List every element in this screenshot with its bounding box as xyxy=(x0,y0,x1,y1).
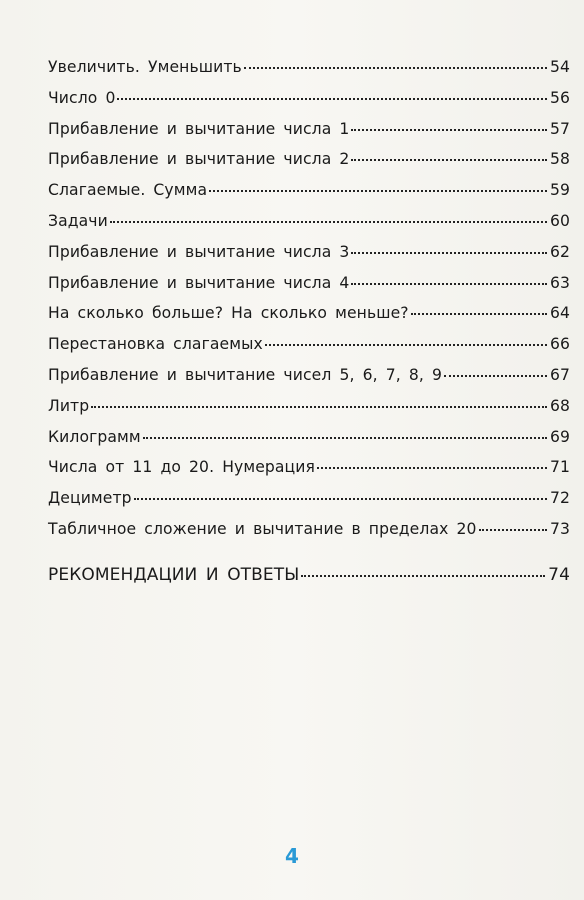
dot-leader xyxy=(110,221,547,223)
toc-entry-title: Прибавление и вычитание числа 4 xyxy=(48,273,350,292)
dot-leader xyxy=(209,190,547,192)
toc-entry-title: Прибавление и вычитание числа 1 xyxy=(48,119,350,138)
toc-entry xyxy=(48,58,570,89)
dot-leader xyxy=(351,159,547,161)
toc-entry-title: Литр xyxy=(48,396,90,415)
toc-entry-title: Прибавление и вычитание чисел 5, 6, 7, 8, 9 xyxy=(48,365,443,384)
toc-entry-page: 73 xyxy=(549,519,570,538)
toc-entry-page: 54 xyxy=(549,58,570,76)
toc-entry xyxy=(48,120,570,151)
toc-entry-page: 72 xyxy=(549,489,570,508)
toc-entry-page: 68 xyxy=(549,396,570,415)
toc-entry-title: Перестановка слагаемых xyxy=(48,335,263,354)
dot-leader xyxy=(117,98,546,100)
toc-entry xyxy=(48,212,570,243)
dot-leader xyxy=(317,467,547,469)
toc-entry xyxy=(48,520,570,551)
dot-leader xyxy=(351,252,547,254)
dot-leader xyxy=(244,67,547,69)
page-number: 4 xyxy=(285,844,299,868)
table-of-contents xyxy=(48,58,570,599)
toc-entry xyxy=(48,274,570,305)
toc-entry-title: Прибавление и вычитание числа 3 xyxy=(48,242,350,261)
toc-entry-page: 56 xyxy=(549,88,570,107)
toc-entry-page: 62 xyxy=(549,242,570,261)
toc-entry-page: 64 xyxy=(549,304,570,323)
toc-section-entry xyxy=(48,565,570,599)
dot-leader xyxy=(444,375,547,377)
toc-entry-page: 63 xyxy=(549,273,570,292)
toc-entry-page: 60 xyxy=(549,211,570,230)
toc-entry xyxy=(48,397,570,428)
toc-entry-title: На сколько больше? На сколько меньше? xyxy=(48,304,409,323)
dot-leader xyxy=(479,529,547,531)
toc-entry-page: 58 xyxy=(549,150,570,169)
toc-entry xyxy=(48,428,570,459)
dot-leader xyxy=(351,129,547,131)
toc-entry xyxy=(48,181,570,212)
toc-entry xyxy=(48,243,570,274)
toc-entry-title: Килограмм xyxy=(48,427,141,446)
toc-entry-page: 59 xyxy=(549,181,570,200)
dot-leader xyxy=(301,575,545,577)
toc-entry-title: Прибавление и вычитание числа 2 xyxy=(48,150,350,169)
toc-section-title: РЕКОМЕНДАЦИИ И ОТВЕТЫ xyxy=(48,564,300,585)
toc-entry-title: Табличное сложение и вычитание в пределах 20 xyxy=(48,519,477,538)
toc-entry-title: Задачи xyxy=(48,211,108,230)
toc-entry xyxy=(48,335,570,366)
toc-entry-page: 69 xyxy=(549,427,570,446)
toc-entry-page: 66 xyxy=(549,335,570,354)
toc-entry xyxy=(48,304,570,335)
toc-entry xyxy=(48,366,570,397)
dot-leader xyxy=(265,344,547,346)
toc-entry-page: 71 xyxy=(549,458,570,477)
dot-leader xyxy=(143,437,547,439)
toc-entry xyxy=(48,89,570,120)
toc-entry-title: Число 0 xyxy=(48,88,116,107)
toc-entry xyxy=(48,150,570,181)
toc-entry-title: Слагаемые. Сумма xyxy=(48,181,208,200)
toc-section-page: 74 xyxy=(548,564,570,585)
dot-leader xyxy=(91,406,547,408)
toc-entry xyxy=(48,458,570,489)
dot-leader xyxy=(351,283,547,285)
toc-entry-title: Увеличить. Уменьшить xyxy=(48,58,242,76)
toc-entry-title: Дециметр xyxy=(48,489,132,508)
toc-entry-page: 57 xyxy=(549,119,570,138)
toc-entry xyxy=(48,489,570,520)
dot-leader xyxy=(134,498,547,500)
toc-entry-page: 67 xyxy=(549,365,570,384)
dot-leader xyxy=(411,313,547,315)
toc-entry-title: Числа от 11 до 20. Нумерация xyxy=(48,458,315,477)
